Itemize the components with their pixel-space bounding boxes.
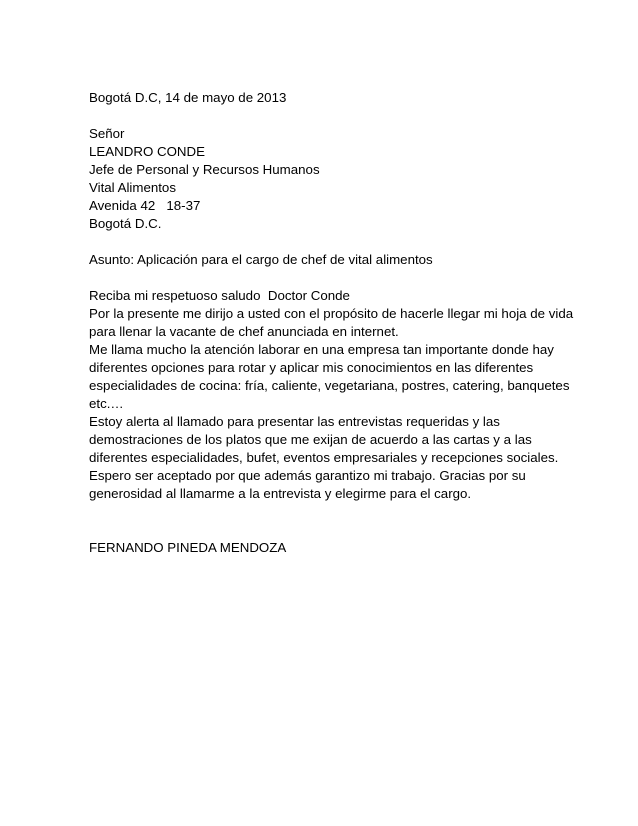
recipient-city: Bogotá D.C.	[89, 216, 162, 231]
body-line: diferentes opciones para rotar y aplicar mis conocimientos en las diferentes	[89, 360, 534, 375]
spacer	[89, 107, 559, 125]
recipient-address: Avenida 42 18-37	[89, 198, 201, 213]
body-line: generosidad al llamarme a la entrevista y elegirme para el cargo.	[89, 486, 472, 501]
body-line: Por la presente me dirijo a usted con el propósito de hacerle llegar mi hoja de vida	[89, 306, 574, 321]
body-line: etc.…	[89, 396, 124, 411]
body-line: diferentes especialidades, bufet, eventos empresariales y recepciones sociales.	[89, 450, 559, 465]
signature-name: FERNANDO PINEDA MENDOZA	[89, 540, 287, 555]
letter-content	[89, 89, 574, 557]
recipient-title: Señor	[89, 126, 125, 141]
spacer	[89, 269, 559, 287]
body-line: Me llama mucho la atención laborar en una empresa tan importante donde hay	[89, 342, 554, 357]
recipient-name: LEANDRO CONDE	[89, 144, 205, 159]
body-line: especialidades de cocina: fría, caliente, vegetariana, postres, catering, banquetes	[89, 378, 570, 393]
spacer	[89, 233, 559, 251]
body-line: Reciba mi respetuoso saludo Doctor Conde	[89, 288, 350, 303]
body-line: demostraciones de los platos que me exijan de acuerdo a las cartas y a las	[89, 432, 532, 447]
recipient-company: Vital Alimentos	[89, 180, 176, 195]
letter-body	[89, 287, 574, 503]
body-line: Estoy alerta al llamado para presentar las entrevistas requeridas y las	[89, 414, 500, 429]
spacer	[89, 503, 559, 539]
recipient-block	[89, 125, 559, 233]
letter-subject: Asunto: Aplicación para el cargo de chef de vital alimentos	[89, 252, 433, 267]
letter-date: Bogotá D.C, 14 de mayo de 2013	[89, 90, 287, 105]
body-line: para llenar la vacante de chef anunciada en internet.	[89, 324, 399, 339]
body-line: Espero ser aceptado por que además garantizo mi trabajo. Gracias por su	[89, 468, 526, 483]
recipient-position: Jefe de Personal y Recursos Humanos	[89, 162, 320, 177]
